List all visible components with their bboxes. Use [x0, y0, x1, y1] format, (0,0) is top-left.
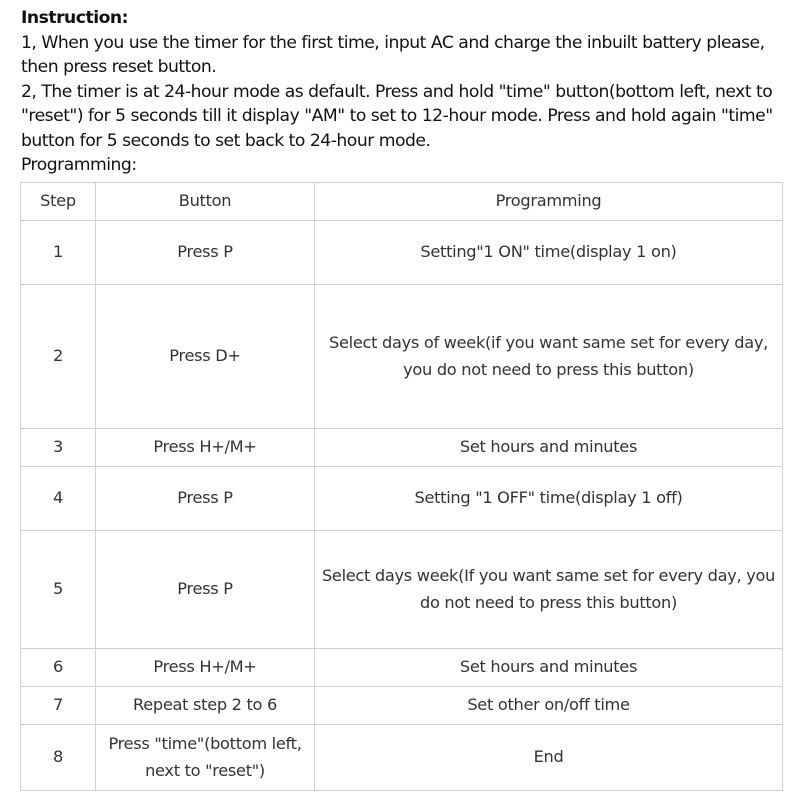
step-cell: 7 — [21, 687, 96, 725]
step-cell: 2 — [21, 285, 96, 429]
button-cell: Press P — [96, 531, 315, 649]
table-row — [21, 649, 783, 687]
programming-cell: Setting"1 ON" time(display 1 on) — [315, 221, 783, 285]
button-cell: Press "time"(bottom left, next to "reset") — [96, 725, 315, 791]
step-cell: 3 — [21, 429, 96, 467]
button-cell: Press H+/M+ — [96, 649, 315, 687]
step-cell: 4 — [21, 467, 96, 531]
button-cell: Repeat step 2 to 6 — [96, 687, 315, 725]
programming-cell: Set other on/off time — [315, 687, 783, 725]
header-programming: Programming — [315, 183, 783, 221]
instruction-step-1: 1, When you use the timer for the first time, input AC and charge the inbuilt battery please, then press reset button. — [21, 32, 770, 77]
programming-table — [20, 182, 783, 791]
programming-cell: Select days of week(if you want same set for every day, you do not need to press this button) — [315, 285, 783, 429]
step-cell: 5 — [21, 531, 96, 649]
button-cell: Press H+/M+ — [96, 429, 315, 467]
header-step: Step — [21, 183, 96, 221]
table-row — [21, 687, 783, 725]
programming-cell: Setting "1 OFF" time(display 1 off) — [315, 467, 783, 531]
table-row — [21, 221, 783, 285]
instructions-section — [21, 6, 791, 178]
table-row — [21, 725, 783, 791]
instructions-heading: Instruction: — [21, 8, 129, 28]
programming-cell: End — [315, 725, 783, 791]
programming-cell: Set hours and minutes — [315, 429, 783, 467]
button-cell: Press D+ — [96, 285, 315, 429]
step-cell: 8 — [21, 725, 96, 791]
programming-label: Programming: — [21, 155, 137, 175]
table-row — [21, 531, 783, 649]
step-cell: 1 — [21, 221, 96, 285]
table-row — [21, 467, 783, 531]
step-cell: 6 — [21, 649, 96, 687]
programming-cell: Set hours and minutes — [315, 649, 783, 687]
table-row — [21, 429, 783, 467]
instruction-step-2: 2, The timer is at 24-hour mode as default. Press and hold "time" button(bottom left, next to "reset") for 5 seconds till it display "AM" to set to 12-hour mode. Press and hold again "time" button for 5 seconds to set back to 24-hour mode. — [21, 81, 778, 151]
button-cell: Press P — [96, 221, 315, 285]
programming-cell: Select days week(If you want same set for every day, you do not need to press this button) — [315, 531, 783, 649]
table-row — [21, 285, 783, 429]
button-cell: Press P — [96, 467, 315, 531]
header-button: Button — [96, 183, 315, 221]
table-header-row — [21, 183, 783, 221]
